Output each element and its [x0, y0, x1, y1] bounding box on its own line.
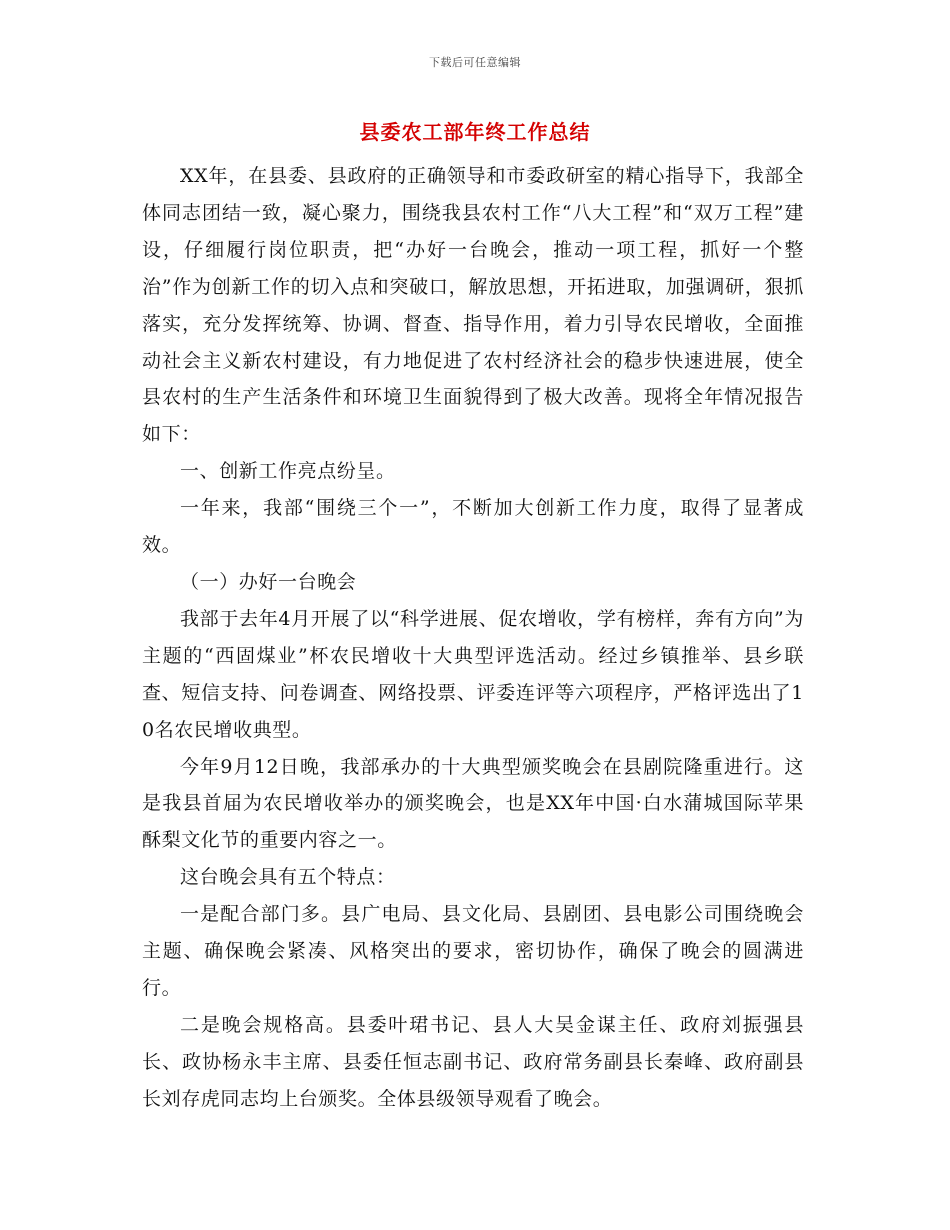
- paragraph-features-intro: 这台晚会具有五个特点：: [180, 866, 396, 889]
- document-body: [142, 158, 804, 1118]
- page-header-note: 下载后可任意编辑: [429, 56, 521, 69]
- paragraph-intro: XX年，在县委、县政府的正确领导和市委政研室的精心指导下，我部全体同志团结一致，凝心聚力，围绕我县农村工作“八大工程”和“双万工程”建设，仔细履行岗位职责，把“办好一台晚会，推动一项工程，抓好一个整治”作为创新工作的切入点和突破口，解放思想，开拓进取，加强调研，狠抓落实，充分发挥统筹、协调、督查、指导作用，着力引导农民增收，全面推动社会主义新农村建设，有力地促进了农村经济社会的稳步快速进展，使全县农村的生产生活条件和环境卫生面貌得到了极大改善。现将全年情况报告如下：: [142, 165, 804, 446]
- paragraph-selection: 我部于去年4月开展了以“科学进展、促农增收，学有榜样，奔有方向”为主题的“西固煤业”杯农民增收十大典型评选活动。经过乡镇推举、县乡联查、短信支持、问卷调查、网络投票、评委连评等六项程序，严格评选出了10名农民增收典型。: [142, 607, 804, 741]
- paragraph-overview: 一年来，我部“围绕三个一”，不断加大创新工作力度，取得了显著成效。: [142, 497, 804, 557]
- paragraph-feature-1: 一是配合部门多。县广电局、县文化局、县剧团、县电影公司围绕晚会主题、确保晚会紧凑、风格突出的要求，密切协作，确保了晚会的圆满进行。: [142, 903, 804, 999]
- paragraph-gala: 今年9月12日晚，我部承办的十大典型颁奖晚会在县剧院隆重进行。这是我县首届为农民增收举办的颁奖晚会，也是XX年中国·白水蒲城国际苹果酥梨文化节的重要内容之一。: [142, 755, 804, 852]
- section-heading-1: 一、创新工作亮点纷呈。: [180, 460, 396, 483]
- subsection-heading-1: （一）办好一台晚会: [180, 570, 357, 593]
- document-title: 县委农工部年终工作总结: [359, 120, 591, 144]
- paragraph-feature-2: 二是晚会规格高。县委叶珺书记、县人大吴金谋主任、政府刘振强县长、政协杨永丰主席、县委任恒志副书记、政府常务副县长秦峰、政府副县长刘存虎同志均上台颁奖。全体县级领导观看了晚会。: [142, 1013, 804, 1110]
